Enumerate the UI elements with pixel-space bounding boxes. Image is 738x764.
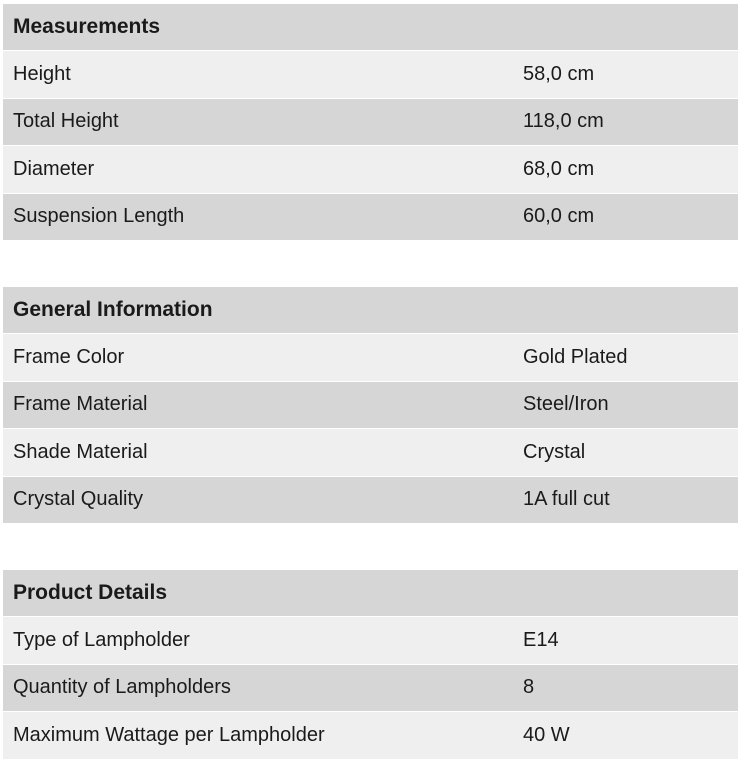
table-row bbox=[3, 665, 738, 713]
table-row bbox=[3, 712, 738, 760]
row-value: 40 W bbox=[523, 723, 570, 746]
row-value: 1A full cut bbox=[523, 488, 610, 511]
general-information-header: General Information bbox=[3, 287, 738, 334]
row-value: E14 bbox=[523, 628, 559, 651]
row-value: Gold Plated bbox=[523, 345, 628, 368]
table-row bbox=[3, 429, 738, 477]
table-row bbox=[3, 382, 738, 430]
row-label: Shade Material bbox=[13, 440, 148, 463]
table-row bbox=[3, 51, 738, 99]
row-label: Type of Lampholder bbox=[13, 628, 190, 651]
table-row bbox=[3, 477, 738, 525]
row-label: Total Height bbox=[13, 110, 119, 133]
measurements-header: Measurements bbox=[3, 4, 738, 51]
table-row bbox=[3, 146, 738, 194]
measurements-table bbox=[3, 4, 738, 241]
row-value: 68,0 cm bbox=[523, 157, 595, 180]
row-label: Suspension Length bbox=[13, 205, 185, 228]
row-label: Diameter bbox=[13, 157, 95, 180]
row-value: 58,0 cm bbox=[523, 62, 595, 85]
row-value: 118,0 cm bbox=[523, 110, 604, 133]
table-row bbox=[3, 99, 738, 147]
row-label: Frame Material bbox=[13, 393, 148, 416]
row-value: Steel/Iron bbox=[523, 393, 609, 416]
table-row bbox=[3, 617, 738, 665]
product-details-header: Product Details bbox=[3, 570, 738, 617]
row-label: Height bbox=[13, 62, 71, 85]
table-row bbox=[3, 334, 738, 382]
row-label: Frame Color bbox=[13, 345, 125, 368]
general-information-table bbox=[3, 287, 738, 524]
row-value: 60,0 cm bbox=[523, 205, 595, 228]
row-value: 8 bbox=[523, 676, 535, 699]
row-label: Crystal Quality bbox=[13, 488, 144, 511]
row-value: Crystal bbox=[523, 440, 586, 463]
table-row bbox=[3, 194, 738, 242]
row-label: Maximum Wattage per Lampholder bbox=[13, 723, 325, 746]
product-details-table bbox=[3, 570, 738, 760]
row-label: Quantity of Lampholders bbox=[13, 676, 231, 699]
